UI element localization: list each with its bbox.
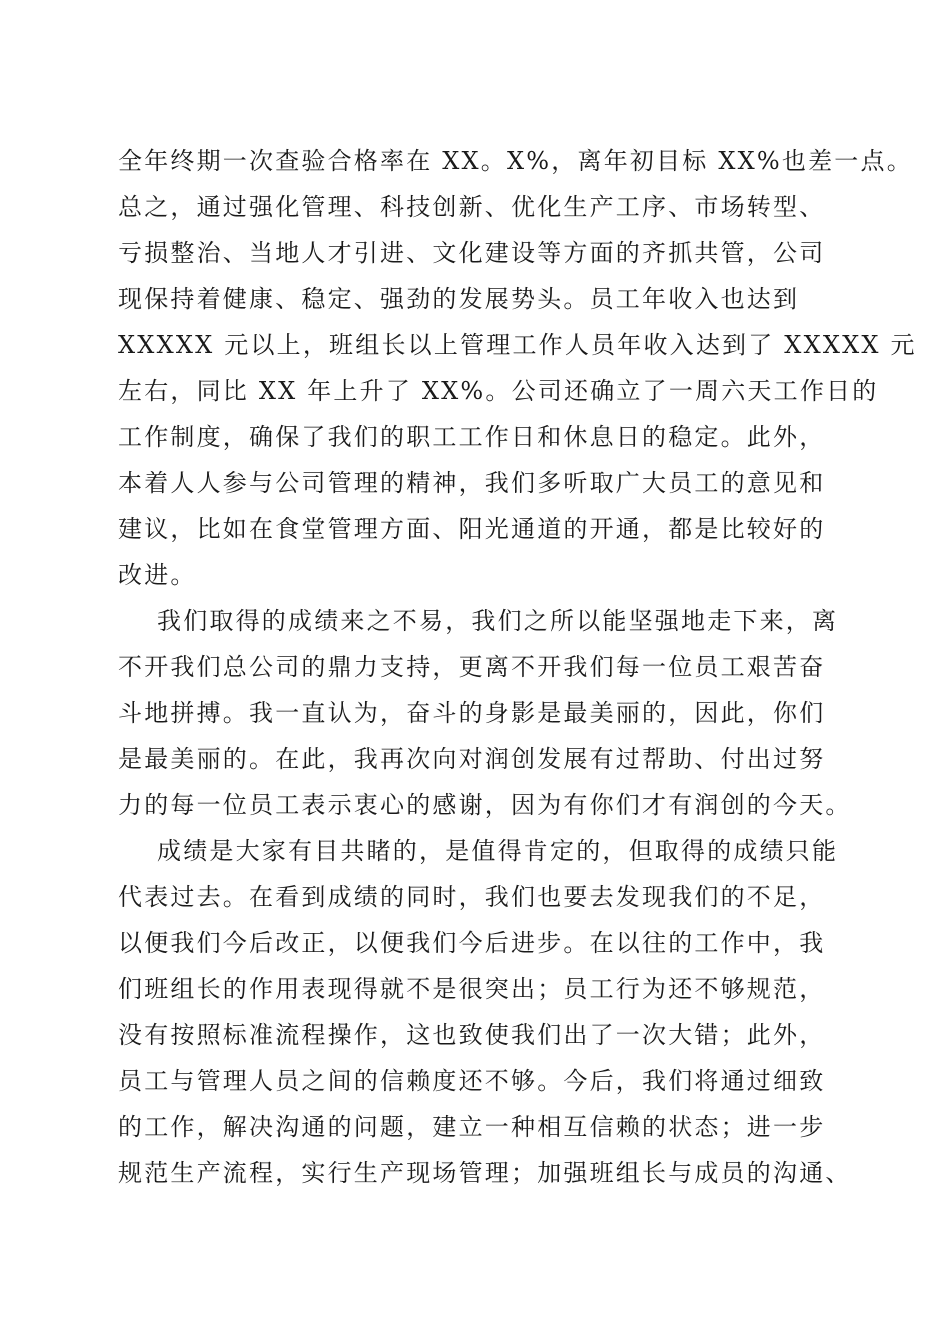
text-line: 建议，比如在食堂管理方面、阳光通道的开通，都是比较好的 [118,515,826,543]
text-line: 代表过去。在看到成绩的同时，我们也要去发现我们的不足， [118,883,826,911]
text-line: 左右，同比 XX 年上升了 XX%。公司还确立了一周六天工作日的 [118,377,879,405]
text-line: 总之，通过强化管理、科技创新、优化生产工序、市场转型、 [118,193,826,221]
text-line: XXXXX 元以上，班组长以上管理工作人员年收入达到了 XXXXX 元 [118,331,917,359]
text-line: 没有按照标准流程操作，这也致使我们出了一次大错；此外， [118,1021,826,1049]
text-line: 改进。 [118,561,197,589]
text-line: 力的每一位员工表示衷心的感谢，因为有你们才有润创的今天。 [118,791,852,819]
paragraph-first-line: 成绩是大家有目共睹的，是值得肯定的，但取得的成绩只能 [157,837,839,865]
text-line: 工作制度，确保了我们的职工工作日和休息日的稳定。此外， [118,423,826,451]
text-line: 亏损整治、当地人才引进、文化建设等方面的齐抓共管，公司 [118,239,826,267]
text-line: 不开我们总公司的鼎力支持，更离不开我们每一位员工艰苦奋 [118,653,826,681]
text-line: 全年终期一次查验合格率在 XX。X%，离年初目标 XX%也差一点。 [118,147,913,175]
text-line: 们班组长的作用表现得就不是很突出；员工行为还不够规范， [118,975,826,1003]
text-line: 现保持着健康、稳定、强劲的发展势头。员工年收入也达到 [118,285,800,313]
text-line: 是最美丽的。在此，我再次向对润创发展有过帮助、付出过努 [118,745,826,773]
text-line: 本着人人参与公司管理的精神，我们多听取广大员工的意见和 [118,469,826,497]
text-line: 规范生产流程，实行生产现场管理；加强班组长与成员的沟通、 [118,1159,852,1187]
text-line: 的工作，解决沟通的问题，建立一种相互信赖的状态；进一步 [118,1113,826,1141]
text-line: 斗地拼搏。我一直认为，奋斗的身影是最美丽的，因此，你们 [118,699,826,727]
text-line: 以便我们今后改正，以便我们今后进步。在以往的工作中，我 [118,929,826,957]
text-line: 员工与管理人员之间的信赖度还不够。今后，我们将通过细致 [118,1067,826,1095]
paragraph-first-line: 我们取得的成绩来之不易，我们之所以能坚强地走下来，离 [157,607,839,635]
